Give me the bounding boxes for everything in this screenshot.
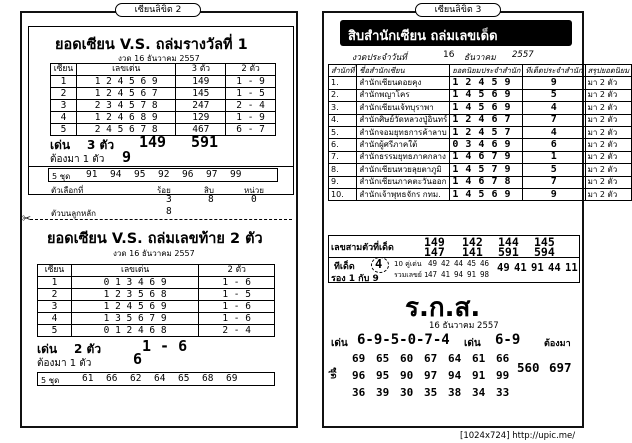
rks-r0-1: 65 bbox=[376, 352, 390, 365]
row-no: 3. bbox=[329, 102, 357, 114]
pos-header-units: หน่วย bbox=[244, 186, 264, 195]
three-r1-2: 144 bbox=[498, 235, 519, 249]
row-name: สำนักศิษย์วัดหลวงปู่อินทร์ bbox=[357, 114, 450, 126]
row-two: 1 - 9 bbox=[226, 76, 276, 88]
hidden-label: ตัวบนลูกหลัก bbox=[51, 209, 96, 218]
rks-extra-2: 697 bbox=[549, 360, 572, 375]
col-header: 2 ตัว bbox=[199, 265, 275, 277]
row-sum: มา 2 ตัว bbox=[585, 139, 632, 151]
row-no: 6. bbox=[329, 139, 357, 151]
upper-divider bbox=[28, 166, 294, 167]
three-r1-0: 149 bbox=[424, 235, 445, 249]
col-header: ทีเด็ดประจำสำนัก bbox=[523, 65, 585, 77]
pair-r2c: 94 bbox=[454, 270, 464, 279]
row-no: 8. bbox=[329, 164, 357, 176]
row-name: สำนักพญาโคร bbox=[357, 89, 450, 101]
rks-r2-1: 39 bbox=[376, 386, 390, 399]
rks-r0-2: 60 bbox=[400, 352, 414, 365]
tid-value: 4 bbox=[375, 257, 383, 271]
table-row bbox=[38, 301, 275, 313]
pos-header-tens: สิบ bbox=[204, 186, 214, 195]
upper-den-value-1: 149 bbox=[139, 133, 167, 151]
lower-den-count: 2 ตัว bbox=[74, 342, 102, 356]
pair-label-1: 10 คู่เด่น bbox=[394, 260, 422, 268]
row-digits: 2 3 4 5 7 8 bbox=[76, 100, 175, 112]
three-r2-3: 594 bbox=[534, 245, 555, 259]
three-r1-1: 142 bbox=[462, 235, 483, 249]
upper-set-v6: 99 bbox=[230, 169, 242, 180]
row-no: 5. bbox=[329, 126, 357, 138]
rks-den-seq: 6-9-5-0-7-4 bbox=[357, 332, 450, 348]
col-header: 3 ตัว bbox=[176, 64, 226, 76]
rks-must-label: ต้องมา bbox=[544, 339, 571, 349]
row-two: 2 - 4 bbox=[226, 100, 276, 112]
row-pick: 5 bbox=[523, 89, 585, 101]
table-row bbox=[329, 89, 632, 101]
pos-value-units: 0 bbox=[251, 194, 257, 205]
rks-r0-6: 66 bbox=[496, 352, 510, 365]
upper-date: งวด 16 ธันวาคม 2557 bbox=[118, 54, 200, 63]
row-two: 6 - 7 bbox=[226, 124, 276, 136]
lower-set-v0: 61 bbox=[82, 373, 94, 384]
table-header bbox=[329, 65, 632, 77]
row-no: 5 bbox=[38, 325, 72, 337]
row-no: 1 bbox=[51, 76, 77, 88]
tid-label: ทีเด็ด bbox=[334, 262, 355, 272]
row-pick: 4 bbox=[523, 126, 585, 138]
row-sum: มา 2 ตัว bbox=[585, 102, 632, 114]
row-digits: 2 4 5 6 7 8 bbox=[76, 124, 175, 136]
lower-title: ยอดเซียน V.S. ถล่มเลขท้าย 2 ตัว bbox=[47, 231, 263, 247]
row-sum: มา 2 ตัว bbox=[585, 77, 632, 89]
pair-r3b: 41 bbox=[514, 262, 527, 274]
pair-r1c: 44 bbox=[454, 259, 464, 268]
lower-table bbox=[37, 264, 275, 337]
row-digits: 0 1 3 4 6 9 bbox=[71, 277, 198, 289]
lower-set-v2: 62 bbox=[130, 373, 142, 384]
table-row bbox=[329, 77, 632, 89]
lower-set-v6: 69 bbox=[226, 373, 238, 384]
row-sum: มา 2 ตัว bbox=[585, 164, 632, 176]
row-two: 2 - 4 bbox=[199, 325, 275, 337]
right-date-day: 16 bbox=[443, 50, 455, 60]
row-name: สำนักผู้ศรีภาคใต้ bbox=[357, 139, 450, 151]
three-label: เลขสามตัวที่เด็ด bbox=[331, 243, 394, 253]
left-stamp: เซียนลิขิต 2 bbox=[115, 3, 201, 17]
row-three: 149 bbox=[176, 76, 226, 88]
pos-header-hundreds: ร้อย bbox=[157, 186, 171, 195]
row-three: 467 bbox=[176, 124, 226, 136]
row-sum: มา 2 ตัว bbox=[585, 114, 632, 126]
row-digits: 1 2 4 5 7 bbox=[450, 126, 523, 138]
col-header: สำนักที่ bbox=[329, 65, 357, 77]
rks-r1-3: 97 bbox=[424, 369, 438, 382]
row-no: 2 bbox=[51, 88, 77, 100]
rks-r0-5: 61 bbox=[472, 352, 486, 365]
col-header: เลขเด่น bbox=[71, 265, 198, 277]
table-row bbox=[329, 164, 632, 176]
upper-must-label: ต้องมา 1 ตัว bbox=[50, 154, 105, 165]
row-three: 247 bbox=[176, 100, 226, 112]
row-digits: 1 2 4 5 6 9 bbox=[71, 301, 198, 313]
pair-r1: 49 bbox=[428, 259, 438, 268]
row-two: 1 - 9 bbox=[226, 112, 276, 124]
upper-set-v4: 96 bbox=[182, 169, 194, 180]
table-row bbox=[51, 100, 276, 112]
right-date-month: ธันวาคม bbox=[464, 53, 496, 63]
right-date-label: งวดประจำวันที่ bbox=[352, 53, 407, 63]
position-label: ตัวเลือกที่ bbox=[51, 186, 84, 195]
hidden-value: 8 bbox=[166, 206, 172, 217]
row-digits: 1 2 4 6 8 9 bbox=[76, 112, 175, 124]
rks-r2-6: 33 bbox=[496, 386, 510, 399]
row-no: 4 bbox=[38, 313, 72, 325]
row-two: 1 - 5 bbox=[226, 88, 276, 100]
lower-set-v4: 65 bbox=[178, 373, 190, 384]
row-no: 1 bbox=[38, 277, 72, 289]
row-no: 3 bbox=[38, 301, 72, 313]
table-row bbox=[51, 112, 276, 124]
upper-den-count: 3 ตัว bbox=[87, 138, 115, 152]
ron-label: รอง 1 กับ 9 bbox=[331, 274, 379, 284]
upper-title: ยอดเซียน V.S. ถล่มรางวัลที่ 1 bbox=[55, 37, 248, 53]
row-no: 9. bbox=[329, 176, 357, 188]
pair-r3c: 91 bbox=[531, 262, 544, 274]
upper-den-value-2: 591 bbox=[191, 133, 219, 151]
right-title: สิบสำนักเซียน ถล่มเลขเด็ด bbox=[348, 29, 498, 44]
row-name: สำนักเซียนหวยลุยตาภูมิ bbox=[357, 164, 450, 176]
upper-set-v0: 91 bbox=[86, 169, 98, 180]
row-name: สำนักเซียนเจ้ทบุราพา bbox=[357, 102, 450, 114]
table-header bbox=[38, 265, 275, 277]
pair-r1d: 45 bbox=[467, 259, 477, 268]
table-row bbox=[329, 114, 632, 126]
col-header: เลขเด่น bbox=[76, 64, 175, 76]
lower-set-v5: 68 bbox=[202, 373, 214, 384]
pair-r1e: 46 bbox=[480, 259, 490, 268]
three-r2-0: 147 bbox=[424, 245, 445, 259]
rks-r2-3: 35 bbox=[424, 386, 438, 399]
row-two: 1 - 6 bbox=[199, 277, 275, 289]
row-sum: มา 2 ตัว bbox=[585, 176, 632, 188]
pair-r2b: 41 bbox=[441, 270, 451, 279]
upper-set-v2: 95 bbox=[134, 169, 146, 180]
row-pick: 6 bbox=[523, 139, 585, 151]
row-no: 2. bbox=[329, 89, 357, 101]
upper-set-v5: 97 bbox=[206, 169, 218, 180]
table-row bbox=[51, 88, 276, 100]
rks-r0-0: 69 bbox=[352, 352, 366, 365]
row-no: 1. bbox=[329, 77, 357, 89]
lower-set-v1: 66 bbox=[106, 373, 118, 384]
lower-den-value: 1 - 6 bbox=[142, 337, 188, 355]
row-three: 129 bbox=[176, 112, 226, 124]
row-digits: 1 2 4 6 7 bbox=[450, 114, 523, 126]
col-header: ยอดนิยมประจำสำนัก bbox=[450, 65, 523, 77]
col-header: 2 ตัว bbox=[226, 64, 276, 76]
row-no: 2 bbox=[38, 289, 72, 301]
row-pick: 5 bbox=[523, 164, 585, 176]
scissors-icon: ✂ bbox=[22, 212, 32, 225]
lower-den-label: เด่น bbox=[37, 342, 58, 356]
col-header: สรุปยอดนิยม bbox=[585, 65, 632, 77]
row-two: 1 - 6 bbox=[199, 313, 275, 325]
table-row bbox=[38, 289, 275, 301]
row-digits: 1 4 5 6 9 bbox=[450, 188, 523, 200]
rks-den2-value: 6-9 bbox=[495, 332, 521, 348]
table-row bbox=[38, 277, 275, 289]
rks-r2-4: 38 bbox=[448, 386, 462, 399]
row-name: สำนักเซียนดอยคุง bbox=[357, 77, 450, 89]
row-digits: 1 2 4 5 6 9 bbox=[76, 76, 175, 88]
row-no: 3 bbox=[51, 100, 77, 112]
pair-r2e: 98 bbox=[480, 270, 490, 279]
row-no: 4 bbox=[51, 112, 77, 124]
table-row bbox=[329, 139, 632, 151]
pos-value-hundreds: 3 bbox=[166, 194, 172, 205]
rks-r1-2: 90 bbox=[400, 369, 414, 382]
rks-r1-0: 96 bbox=[352, 369, 366, 382]
watermark: [1024x724] http://upic.me/ bbox=[460, 431, 576, 441]
rks-r0-4: 64 bbox=[448, 352, 462, 365]
row-name: สำนักเซียนภาคตะวันออก bbox=[357, 176, 450, 188]
row-digits: 1 2 4 5 6 7 bbox=[76, 88, 175, 100]
row-two: 1 - 5 bbox=[199, 289, 275, 301]
rks-r2-0: 36 bbox=[352, 386, 366, 399]
row-digits: 0 3 4 6 9 bbox=[450, 139, 523, 151]
upper-set-label: 5 ชุด bbox=[52, 172, 71, 181]
schools-table bbox=[328, 64, 632, 201]
col-header: ชื่อสำนักเซียน bbox=[357, 65, 450, 77]
rks-logo: ร.ก.ส. bbox=[405, 293, 481, 323]
upper-set-v3: 92 bbox=[158, 169, 170, 180]
pair-r3a: 49 bbox=[497, 262, 510, 274]
table-row bbox=[329, 188, 632, 200]
rks-r0-3: 67 bbox=[424, 352, 438, 365]
rks-den-label: เด่น bbox=[331, 338, 348, 349]
row-name: สำนักจอมยุทธการค้าลาบ bbox=[357, 126, 450, 138]
row-digits: 1 4 6 7 9 bbox=[450, 151, 523, 163]
rks-den2-label: เด่น bbox=[464, 338, 481, 349]
right-stamp: เซียนลิขิต 3 bbox=[415, 3, 501, 17]
three-r1-3: 145 bbox=[534, 235, 555, 249]
table-row bbox=[329, 126, 632, 138]
lower-set-label: 5 ชุด bbox=[41, 376, 60, 385]
rks-r2-5: 34 bbox=[472, 386, 486, 399]
row-three: 145 bbox=[176, 88, 226, 100]
pair-r3e: 11 bbox=[565, 262, 578, 274]
row-no: 4. bbox=[329, 114, 357, 126]
rks-date: 16 ธันวาคม 2557 bbox=[429, 321, 499, 331]
table-row bbox=[51, 76, 276, 88]
lower-set-v3: 64 bbox=[154, 373, 166, 384]
row-pick: 1 bbox=[523, 151, 585, 163]
row-digits: 1 4 5 6 9 bbox=[450, 102, 523, 114]
row-digits: 1 4 5 6 9 bbox=[450, 89, 523, 101]
row-pick: 9 bbox=[523, 77, 585, 89]
upper-set-v1: 94 bbox=[110, 169, 122, 180]
pos-value-tens: 8 bbox=[208, 194, 214, 205]
lower-date: งวด 16 ธันวาคม 2557 bbox=[113, 249, 195, 258]
row-sum: มา 2 ตัว bbox=[585, 126, 632, 138]
row-two: 1 - 6 bbox=[199, 301, 275, 313]
row-digits: 0 1 2 4 6 8 bbox=[71, 325, 198, 337]
three-r2-1: 141 bbox=[462, 245, 483, 259]
cut-line bbox=[30, 219, 292, 220]
rks-r1-4: 94 bbox=[448, 369, 462, 382]
row-no: 10. bbox=[329, 188, 357, 200]
col-header: เซียน bbox=[51, 64, 77, 76]
row-sum: มา 2 ตัว bbox=[585, 151, 632, 163]
pair-r2: 47 bbox=[428, 270, 438, 279]
rks-r1-1: 95 bbox=[376, 369, 390, 382]
three-r2-2: 591 bbox=[498, 245, 519, 259]
lower-must-value: 6 bbox=[133, 350, 143, 368]
col-header: เซียน bbox=[38, 265, 72, 277]
table-row bbox=[329, 102, 632, 114]
rks-set-label: ชุด bbox=[328, 367, 338, 379]
pair-r1b: 42 bbox=[441, 259, 451, 268]
table-row bbox=[38, 313, 275, 325]
rks-r1-5: 91 bbox=[472, 369, 486, 382]
row-pick: 4 bbox=[523, 102, 585, 114]
table-row bbox=[329, 176, 632, 188]
row-sum: มา 2 ตัว bbox=[585, 89, 632, 101]
table-row bbox=[38, 325, 275, 337]
upper-table bbox=[50, 63, 276, 136]
upper-den-label: เด่น bbox=[50, 138, 71, 152]
pair-r3d: 44 bbox=[548, 262, 561, 274]
rks-r2-2: 30 bbox=[400, 386, 414, 399]
row-pick: 9 bbox=[523, 188, 585, 200]
row-digits: 1 2 3 5 6 8 bbox=[71, 289, 198, 301]
row-digits: 1 4 5 7 9 bbox=[450, 164, 523, 176]
row-name: สำนักเจ้าพุทธจักร กทม. bbox=[357, 188, 450, 200]
row-digits: 1 4 6 7 8 bbox=[450, 176, 523, 188]
rks-extra-1: 560 bbox=[517, 360, 540, 375]
table-row bbox=[329, 151, 632, 163]
table-header bbox=[51, 64, 276, 76]
lower-must-label: ต้องมา 1 ตัว bbox=[37, 358, 92, 369]
row-sum: มา 2 ตัว bbox=[585, 188, 632, 200]
upper-must-value: 9 bbox=[122, 148, 132, 166]
row-pick: 7 bbox=[523, 114, 585, 126]
row-digits: 1 3 5 6 7 9 bbox=[71, 313, 198, 325]
pair-r2d: 91 bbox=[467, 270, 477, 279]
row-pick: 7 bbox=[523, 176, 585, 188]
row-digits: 1 2 4 5 9 bbox=[450, 77, 523, 89]
rks-r1-6: 99 bbox=[496, 369, 510, 382]
right-date-year: 2557 bbox=[512, 50, 534, 60]
row-no: 5 bbox=[51, 124, 77, 136]
pair-label-2: รวมเลขย์ 1 bbox=[394, 271, 429, 279]
row-name: สำนักธรรมยุทธภาคกลาง bbox=[357, 151, 450, 163]
row-no: 7. bbox=[329, 151, 357, 163]
